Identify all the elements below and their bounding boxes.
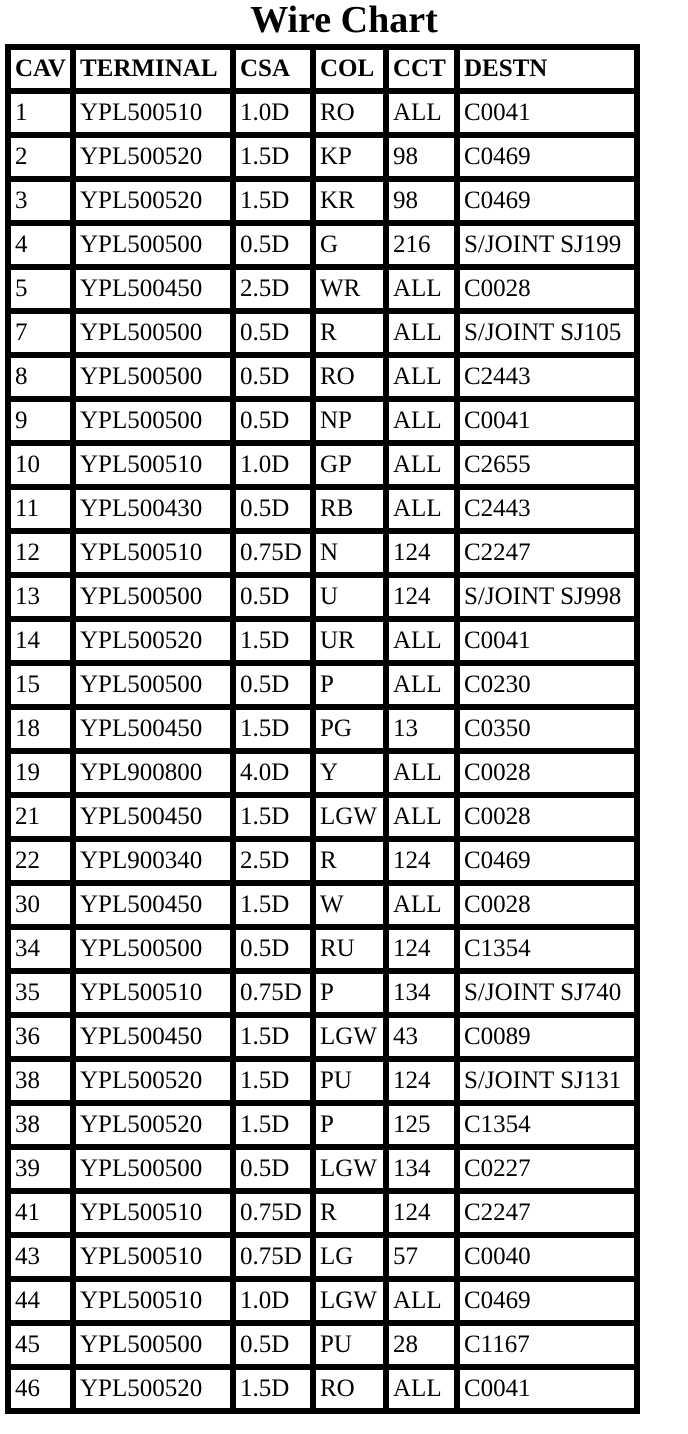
col-cell: UR bbox=[313, 619, 386, 663]
cct-cell: ALL bbox=[386, 751, 457, 795]
cav-cell: 11 bbox=[8, 487, 73, 531]
table-row bbox=[8, 839, 637, 883]
cct-cell: 124 bbox=[386, 1191, 457, 1235]
terminal-cell: YPL500520 bbox=[73, 1103, 233, 1147]
terminal-cell: YPL500450 bbox=[73, 1015, 233, 1059]
destn-cell: C1167 bbox=[457, 1323, 637, 1367]
col-cell: PU bbox=[313, 1059, 386, 1103]
header-row bbox=[8, 47, 637, 91]
column-header-cct: CCT bbox=[386, 47, 457, 91]
table-row bbox=[8, 399, 637, 443]
cct-cell: 43 bbox=[386, 1015, 457, 1059]
cct-cell: 216 bbox=[386, 223, 457, 267]
table-row bbox=[8, 1147, 637, 1191]
table-row bbox=[8, 795, 637, 839]
cct-cell: ALL bbox=[386, 1279, 457, 1323]
terminal-cell: YPL500510 bbox=[73, 531, 233, 575]
column-header-cav: CAV bbox=[8, 47, 73, 91]
csa-cell: 1.5D bbox=[233, 883, 313, 927]
col-cell: P bbox=[313, 1103, 386, 1147]
cav-cell: 19 bbox=[8, 751, 73, 795]
destn-cell: C0469 bbox=[457, 179, 637, 223]
cct-cell: 13 bbox=[386, 707, 457, 751]
destn-cell: C2443 bbox=[457, 487, 637, 531]
cct-cell: ALL bbox=[386, 399, 457, 443]
destn-cell: C1354 bbox=[457, 927, 637, 971]
table-row bbox=[8, 971, 637, 1015]
cct-cell: 124 bbox=[386, 927, 457, 971]
col-cell: RO bbox=[313, 1367, 386, 1411]
csa-cell: 0.75D bbox=[233, 531, 313, 575]
destn-cell: S/JOINT SJ131 bbox=[457, 1059, 637, 1103]
cav-cell: 39 bbox=[8, 1147, 73, 1191]
table-row bbox=[8, 619, 637, 663]
csa-cell: 0.5D bbox=[233, 355, 313, 399]
cav-cell: 35 bbox=[8, 971, 73, 1015]
table-row bbox=[8, 135, 637, 179]
table-body bbox=[8, 91, 637, 1411]
column-header-col: COL bbox=[313, 47, 386, 91]
terminal-cell: YPL500450 bbox=[73, 267, 233, 311]
table-row bbox=[8, 1015, 637, 1059]
col-cell: RO bbox=[313, 355, 386, 399]
terminal-cell: YPL500520 bbox=[73, 135, 233, 179]
csa-cell: 0.75D bbox=[233, 1191, 313, 1235]
terminal-cell: YPL500520 bbox=[73, 179, 233, 223]
col-cell: NP bbox=[313, 399, 386, 443]
cav-cell: 45 bbox=[8, 1323, 73, 1367]
cav-cell: 5 bbox=[8, 267, 73, 311]
col-cell: LG bbox=[313, 1235, 386, 1279]
csa-cell: 1.5D bbox=[233, 179, 313, 223]
cav-cell: 2 bbox=[8, 135, 73, 179]
cav-cell: 12 bbox=[8, 531, 73, 575]
terminal-cell: YPL500500 bbox=[73, 223, 233, 267]
cav-cell: 9 bbox=[8, 399, 73, 443]
cct-cell: 134 bbox=[386, 1147, 457, 1191]
cct-cell: ALL bbox=[386, 443, 457, 487]
col-cell: LGW bbox=[313, 795, 386, 839]
destn-cell: C0350 bbox=[457, 707, 637, 751]
csa-cell: 1.5D bbox=[233, 619, 313, 663]
destn-cell: C2655 bbox=[457, 443, 637, 487]
col-cell: KP bbox=[313, 135, 386, 179]
table-row bbox=[8, 91, 637, 135]
cav-cell: 15 bbox=[8, 663, 73, 707]
destn-cell: S/JOINT SJ199 bbox=[457, 223, 637, 267]
terminal-cell: YPL500450 bbox=[73, 707, 233, 751]
destn-cell: C0028 bbox=[457, 751, 637, 795]
col-cell: P bbox=[313, 663, 386, 707]
cct-cell: 125 bbox=[386, 1103, 457, 1147]
cct-cell: 134 bbox=[386, 971, 457, 1015]
cct-cell: 98 bbox=[386, 179, 457, 223]
cct-cell: ALL bbox=[386, 795, 457, 839]
cav-cell: 8 bbox=[8, 355, 73, 399]
destn-cell: C0040 bbox=[457, 1235, 637, 1279]
terminal-cell: YPL500500 bbox=[73, 575, 233, 619]
col-cell: GP bbox=[313, 443, 386, 487]
table-row bbox=[8, 1279, 637, 1323]
terminal-cell: YPL500450 bbox=[73, 795, 233, 839]
csa-cell: 0.5D bbox=[233, 311, 313, 355]
csa-cell: 0.5D bbox=[233, 1147, 313, 1191]
cct-cell: ALL bbox=[386, 267, 457, 311]
col-cell: G bbox=[313, 223, 386, 267]
terminal-cell: YPL500500 bbox=[73, 663, 233, 707]
col-cell: U bbox=[313, 575, 386, 619]
destn-cell: C2247 bbox=[457, 531, 637, 575]
csa-cell: 0.5D bbox=[233, 487, 313, 531]
csa-cell: 2.5D bbox=[233, 267, 313, 311]
col-cell: R bbox=[313, 839, 386, 883]
col-cell: WR bbox=[313, 267, 386, 311]
destn-cell: C0041 bbox=[457, 619, 637, 663]
csa-cell: 1.0D bbox=[233, 91, 313, 135]
col-cell: R bbox=[313, 311, 386, 355]
cav-cell: 34 bbox=[8, 927, 73, 971]
csa-cell: 0.5D bbox=[233, 223, 313, 267]
terminal-cell: YPL500510 bbox=[73, 1235, 233, 1279]
terminal-cell: YPL900800 bbox=[73, 751, 233, 795]
csa-cell: 0.5D bbox=[233, 927, 313, 971]
table-row bbox=[8, 311, 637, 355]
col-cell: PG bbox=[313, 707, 386, 751]
cct-cell: ALL bbox=[386, 91, 457, 135]
table-row bbox=[8, 663, 637, 707]
destn-cell: C0469 bbox=[457, 839, 637, 883]
table-row bbox=[8, 179, 637, 223]
cct-cell: 124 bbox=[386, 1059, 457, 1103]
destn-cell: C0089 bbox=[457, 1015, 637, 1059]
table-row bbox=[8, 927, 637, 971]
terminal-cell: YPL500500 bbox=[73, 311, 233, 355]
cav-cell: 4 bbox=[8, 223, 73, 267]
cav-cell: 13 bbox=[8, 575, 73, 619]
cav-cell: 46 bbox=[8, 1367, 73, 1411]
terminal-cell: YPL500510 bbox=[73, 443, 233, 487]
terminal-cell: YPL500510 bbox=[73, 1279, 233, 1323]
destn-cell: S/JOINT SJ740 bbox=[457, 971, 637, 1015]
cav-cell: 43 bbox=[8, 1235, 73, 1279]
terminal-cell: YPL500520 bbox=[73, 1367, 233, 1411]
page-title: Wire Chart bbox=[250, 0, 438, 41]
terminal-cell: YPL500500 bbox=[73, 1147, 233, 1191]
destn-cell: C1354 bbox=[457, 1103, 637, 1147]
column-header-csa: CSA bbox=[233, 47, 313, 91]
table-row bbox=[8, 443, 637, 487]
csa-cell: 1.5D bbox=[233, 795, 313, 839]
table-row bbox=[8, 487, 637, 531]
cav-cell: 3 bbox=[8, 179, 73, 223]
table-row bbox=[8, 751, 637, 795]
table-row bbox=[8, 883, 637, 927]
destn-cell: C0469 bbox=[457, 1279, 637, 1323]
terminal-cell: YPL500500 bbox=[73, 1323, 233, 1367]
cav-cell: 1 bbox=[8, 91, 73, 135]
csa-cell: 0.5D bbox=[233, 575, 313, 619]
col-cell: RU bbox=[313, 927, 386, 971]
csa-cell: 1.5D bbox=[233, 707, 313, 751]
terminal-cell: YPL500510 bbox=[73, 971, 233, 1015]
cct-cell: ALL bbox=[386, 663, 457, 707]
cct-cell: 28 bbox=[386, 1323, 457, 1367]
csa-cell: 2.5D bbox=[233, 839, 313, 883]
cct-cell: 124 bbox=[386, 531, 457, 575]
cct-cell: 124 bbox=[386, 575, 457, 619]
cav-cell: 30 bbox=[8, 883, 73, 927]
table-row bbox=[8, 223, 637, 267]
csa-cell: 0.75D bbox=[233, 1235, 313, 1279]
cav-cell: 7 bbox=[8, 311, 73, 355]
cav-cell: 22 bbox=[8, 839, 73, 883]
terminal-cell: YPL500500 bbox=[73, 927, 233, 971]
cct-cell: ALL bbox=[386, 355, 457, 399]
cav-cell: 36 bbox=[8, 1015, 73, 1059]
destn-cell: C2443 bbox=[457, 355, 637, 399]
table-row bbox=[8, 707, 637, 751]
table-row bbox=[8, 1103, 637, 1147]
csa-cell: 0.5D bbox=[233, 663, 313, 707]
destn-cell: S/JOINT SJ105 bbox=[457, 311, 637, 355]
terminal-cell: YPL900340 bbox=[73, 839, 233, 883]
cct-cell: ALL bbox=[386, 1367, 457, 1411]
cav-cell: 38 bbox=[8, 1059, 73, 1103]
col-cell: PU bbox=[313, 1323, 386, 1367]
destn-cell: C0028 bbox=[457, 795, 637, 839]
csa-cell: 1.0D bbox=[233, 1279, 313, 1323]
cct-cell: ALL bbox=[386, 883, 457, 927]
destn-cell: C2247 bbox=[457, 1191, 637, 1235]
csa-cell: 1.5D bbox=[233, 1015, 313, 1059]
table-row bbox=[8, 267, 637, 311]
terminal-cell: YPL500430 bbox=[73, 487, 233, 531]
terminal-cell: YPL500510 bbox=[73, 91, 233, 135]
csa-cell: 0.75D bbox=[233, 971, 313, 1015]
destn-cell: S/JOINT SJ998 bbox=[457, 575, 637, 619]
terminal-cell: YPL500500 bbox=[73, 399, 233, 443]
cav-cell: 21 bbox=[8, 795, 73, 839]
cct-cell: ALL bbox=[386, 311, 457, 355]
col-cell: RB bbox=[313, 487, 386, 531]
cav-cell: 18 bbox=[8, 707, 73, 751]
table-row bbox=[8, 1235, 637, 1279]
table-row bbox=[8, 1367, 637, 1411]
cav-cell: 44 bbox=[8, 1279, 73, 1323]
terminal-cell: YPL500450 bbox=[73, 883, 233, 927]
table-row bbox=[8, 1191, 637, 1235]
cav-cell: 38 bbox=[8, 1103, 73, 1147]
csa-cell: 0.5D bbox=[233, 399, 313, 443]
csa-cell: 1.5D bbox=[233, 135, 313, 179]
csa-cell: 0.5D bbox=[233, 1323, 313, 1367]
cct-cell: 98 bbox=[386, 135, 457, 179]
destn-cell: C0041 bbox=[457, 399, 637, 443]
destn-cell: C0028 bbox=[457, 883, 637, 927]
terminal-cell: YPL500520 bbox=[73, 619, 233, 663]
destn-cell: C0041 bbox=[457, 1367, 637, 1411]
csa-cell: 1.5D bbox=[233, 1103, 313, 1147]
cav-cell: 41 bbox=[8, 1191, 73, 1235]
table-row bbox=[8, 355, 637, 399]
table-row bbox=[8, 1323, 637, 1367]
table-row bbox=[8, 575, 637, 619]
cav-cell: 14 bbox=[8, 619, 73, 663]
csa-cell: 1.5D bbox=[233, 1367, 313, 1411]
cct-cell: ALL bbox=[386, 487, 457, 531]
destn-cell: C0028 bbox=[457, 267, 637, 311]
csa-cell: 1.5D bbox=[233, 1059, 313, 1103]
table-row bbox=[8, 1059, 637, 1103]
col-cell: RO bbox=[313, 91, 386, 135]
col-cell: LGW bbox=[313, 1015, 386, 1059]
terminal-cell: YPL500510 bbox=[73, 1191, 233, 1235]
terminal-cell: YPL500500 bbox=[73, 355, 233, 399]
cct-cell: 57 bbox=[386, 1235, 457, 1279]
col-cell: LGW bbox=[313, 1279, 386, 1323]
col-cell: Y bbox=[313, 751, 386, 795]
col-cell: W bbox=[313, 883, 386, 927]
destn-cell: C0227 bbox=[457, 1147, 637, 1191]
col-cell: LGW bbox=[313, 1147, 386, 1191]
column-header-terminal: TERMINAL bbox=[73, 47, 233, 91]
csa-cell: 4.0D bbox=[233, 751, 313, 795]
col-cell: KR bbox=[313, 179, 386, 223]
cct-cell: ALL bbox=[386, 619, 457, 663]
wire-chart-table bbox=[5, 44, 640, 1414]
cav-cell: 10 bbox=[8, 443, 73, 487]
col-cell: N bbox=[313, 531, 386, 575]
terminal-cell: YPL500520 bbox=[73, 1059, 233, 1103]
destn-cell: C0469 bbox=[457, 135, 637, 179]
cct-cell: 124 bbox=[386, 839, 457, 883]
destn-cell: C0230 bbox=[457, 663, 637, 707]
table-row bbox=[8, 531, 637, 575]
csa-cell: 1.0D bbox=[233, 443, 313, 487]
col-cell: R bbox=[313, 1191, 386, 1235]
col-cell: P bbox=[313, 971, 386, 1015]
destn-cell: C0041 bbox=[457, 91, 637, 135]
column-header-destn: DESTN bbox=[457, 47, 637, 91]
